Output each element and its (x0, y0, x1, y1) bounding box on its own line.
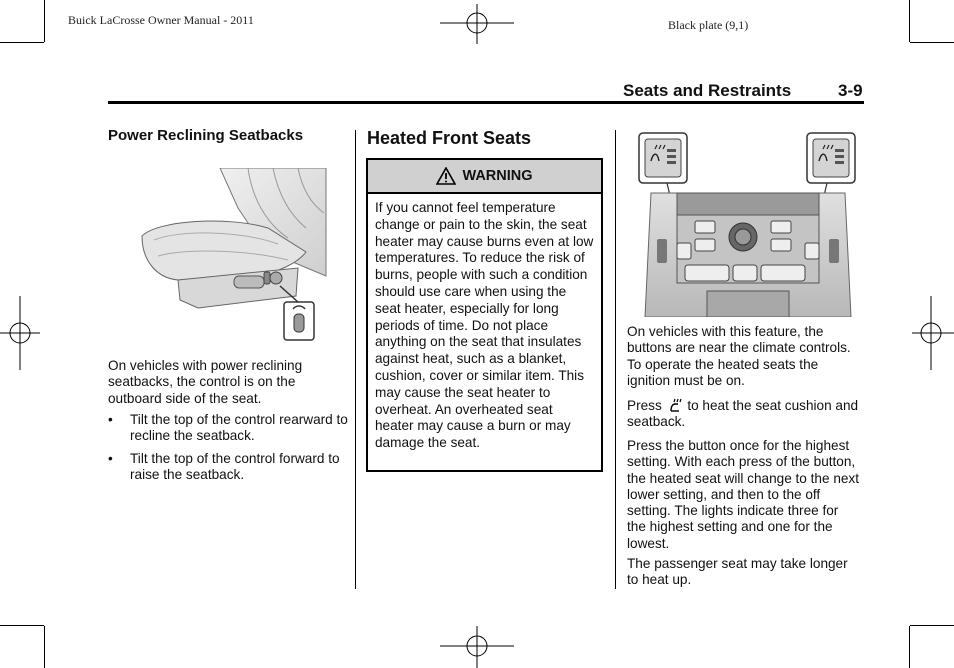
crop-mark (910, 625, 954, 626)
right-paragraph-1: On vehicles with this feature, the buttons are near the climate controls. To operate the heated seats the ignition must be on. (627, 324, 851, 388)
warning-label: WARNING (462, 168, 533, 184)
crop-mark (910, 42, 954, 43)
page-number: 3-9 (838, 81, 863, 100)
press-text: Press (627, 398, 662, 413)
right-paragraph-4: The passenger seat may take longer to heat up. (627, 556, 848, 588)
plate-label: Black plate (9,1) (668, 18, 749, 32)
press-text-rest: to heat the seat cushion and seatback. (627, 398, 859, 430)
climate-control-illustration (637, 131, 859, 317)
section-title: Seats and Restraints (623, 81, 792, 100)
crop-mark (0, 625, 44, 626)
reclining-paragraph: On vehicles with power reclining seatbacks, the control is on the outboard side of the seat. (108, 358, 303, 406)
bullet-text: Tilt the top of the control rearward to recline the seatback. (130, 412, 348, 444)
crop-mark (44, 626, 45, 668)
crop-mark (909, 0, 910, 42)
crop-mark (0, 42, 44, 43)
heated-seats-heading: Heated Front Seats (367, 128, 532, 148)
right-paragraph-2 (627, 398, 859, 431)
registration-mark-left (0, 296, 40, 370)
warning-triangle-icon (436, 167, 456, 185)
manual-title: Buick LaCrosse Owner Manual - 2011 (68, 13, 254, 27)
warning-header (368, 160, 601, 194)
registration-mark-bottom (440, 626, 514, 668)
crop-mark (909, 626, 910, 668)
header-rule (108, 101, 864, 104)
heated-seat-icon (668, 398, 682, 412)
bullet-text: Tilt the top of the control forward to raise the seatback. (130, 451, 340, 483)
warning-box (366, 158, 603, 472)
column-divider (615, 130, 616, 589)
bullet-symbol: • (108, 451, 113, 466)
registration-mark-right (912, 296, 954, 370)
subsection-heading: Power Reclining Seatbacks (108, 127, 304, 144)
registration-mark-top (440, 4, 514, 44)
right-paragraph-3: Press the button once for the highest setting. With each press of the button, the heated seat will change to the next lower setting, and then to the off setting. The lights indicate three for the highest setting and one for the lowest. (627, 438, 860, 551)
crop-mark (44, 0, 45, 42)
warning-text: If you cannot feel temperature change or pain to the skin, the seat heater may cause burns even at low temperatures. To reduce the risk of burns, people with such a condition should use care when using the seat heater, especially for long periods of time. Do not place anything on the seat that insulates against heat, such as a blanket, cushion, cover or similar item. This may cause the seat heater to overheat. An overheated seat heater may cause a burn or may damage the seat. (375, 200, 594, 451)
seat-illustration (138, 168, 328, 344)
column-divider (355, 130, 356, 589)
bullet-symbol: • (108, 412, 113, 427)
